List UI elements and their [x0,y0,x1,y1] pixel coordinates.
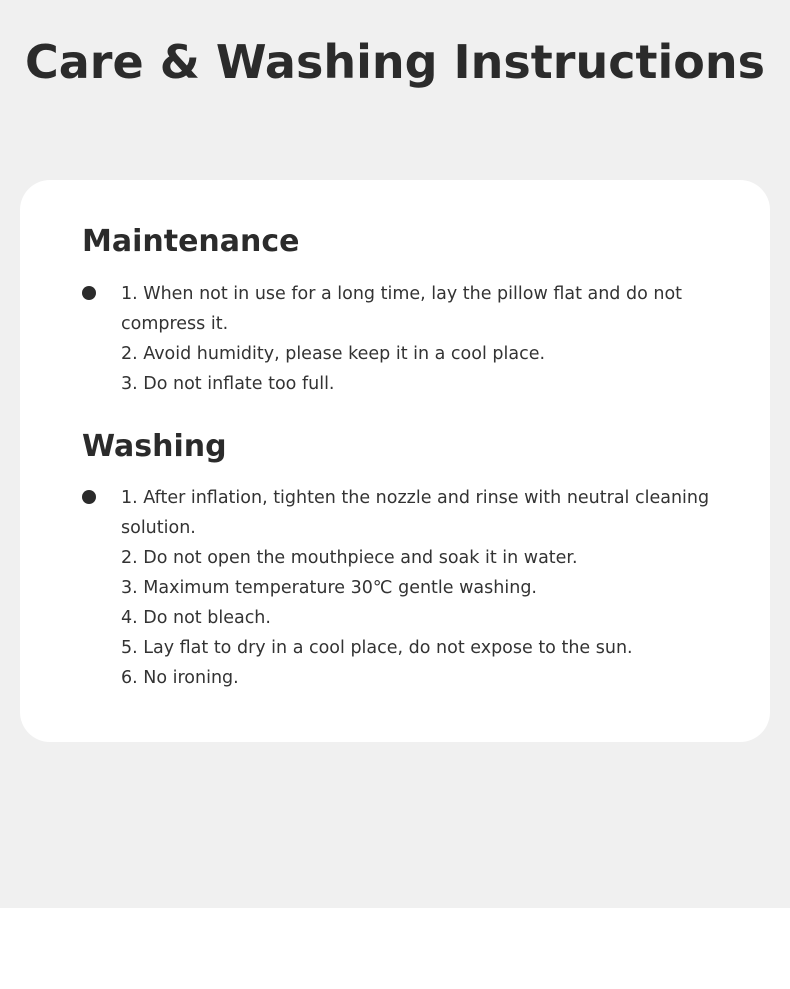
list-item: 3. Do not inflate too full. [121,374,335,394]
maintenance-heading: Maintenance [82,224,300,259]
list-item: 1. After inflation, tighten the nozzle and rinse with neutral cleaning solution. [121,488,710,538]
maintenance-bullet-icon [82,286,96,300]
list-item: 1. When not in use for a long time, lay the pillow flat and do not compress it. [121,284,683,334]
list-item: 6. No ironing. [121,668,239,688]
washing-list [121,483,721,693]
instructions-card [20,180,770,742]
washing-bullet-icon [82,490,96,504]
list-item: 2. Avoid humidity, please keep it in a cool place. [121,344,546,364]
list-item: 2. Do not open the mouthpiece and soak it in water. [121,548,578,568]
list-item: 4. Do not bleach. [121,608,271,628]
washing-heading: Washing [82,429,227,464]
list-item: 3. Maximum temperature 30℃ gentle washing. [121,578,537,598]
list-item: 5. Lay flat to dry in a cool place, do not expose to the sun. [121,638,633,658]
page-title: Care & Washing Instructions [25,35,765,89]
maintenance-list [121,279,721,399]
